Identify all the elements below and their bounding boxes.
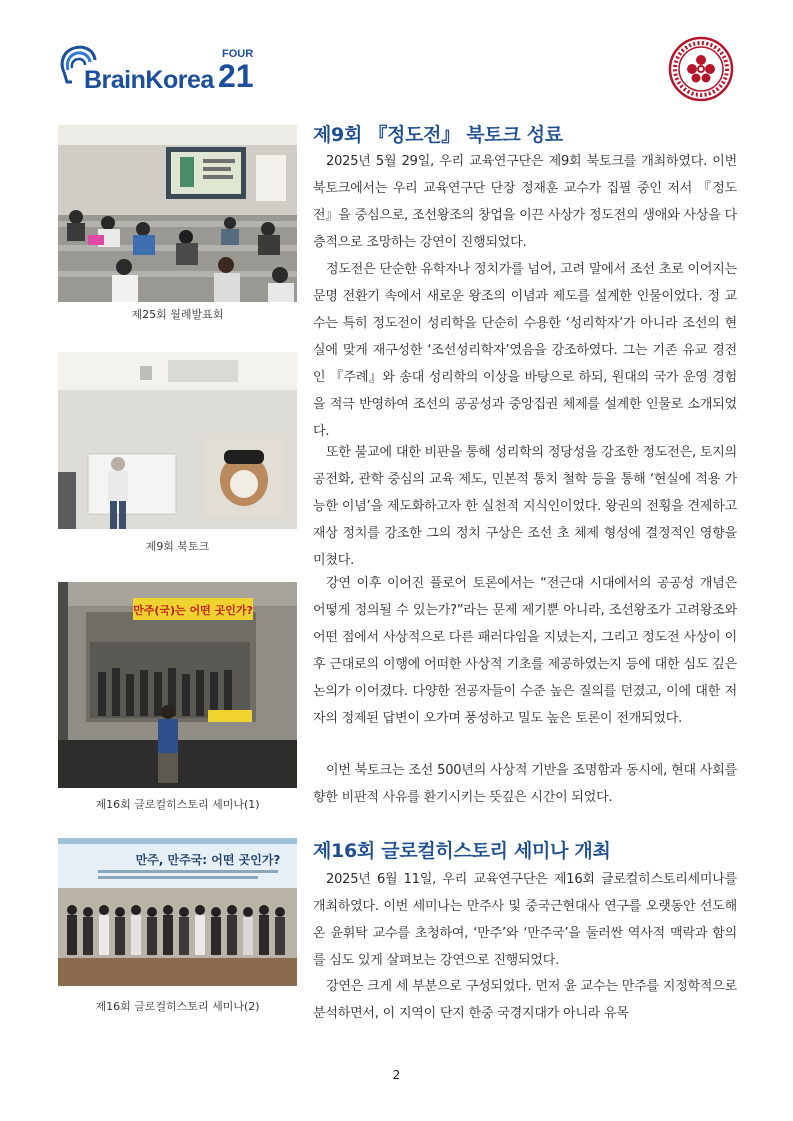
slide-banner-text: 만주(국)는 어떤 곳인가? [133,604,253,617]
article1-paragraph: 강연 이후 이어진 플로어 토론에서는 “전근대 시대에서의 공공성 개념은 어떻게 정의될 수 있는가?”라는 문제 제기뿐 아니라, 조선왕조가 고려왕조와 어떤 점에서 사상적으로 다른 패러다임을 지녔는지, 그리고 정도전 사상이 이후 근대로의 이행에 어떠한 사상적 기초를 제공하였는지 등에 대한 심도 깊은 논의가 이어졌다. 다양한 전공자들이 수준 높은 질의를 던졌고, 이에 대한 저자의 정제된 답변이 오가며 풍성하고 밀도 높은 토론이 전개되었다. [313,576,737,726]
logo-number: 21 [218,58,254,94]
photo-caption: 제16회 글로컬히스토리 세미나(1) [95,798,260,811]
photo-book-talk [58,352,297,529]
photo-monthly-presentation [58,125,297,302]
article1-paragraph: 정도전은 단순한 유학자나 정치가를 넘어, 고려 말에서 조선 초로 이어지는 문명 전환기 속에서 새로운 왕조의 이념과 제도를 설계한 인물이었다. 정 교수는 특히 정도전이 성리학을 단순히 수용한 ‘성리학자’가 아니라 조선의 현실에 맞게 재구성한 ‘조선성리학자’였음을 강조하였다. 그는 기존 유교 경전인 『주례』와 송대 성리학의 이상을 바탕으로 하되, 원대의 국가 운영 경험을 적극 반영하여 조선의 공공성과 중앙집권 체제를 설계한 인물로 소개되었다. [313,262,737,439]
article1-paragraph: 또한 불교에 대한 비판을 통해 성리학의 정당성을 강조한 정도전은, 토지의 공전화, 관학 중심의 교육 제도, 민본적 통치 철학 등을 통해 ‘현실에 적용 가능한 이념’을 제도화하고자 한 실천적 지식인이었다. 왕권의 전횡을 견제하고 재상 정치를 강조한 그의 정치 구상은 조선 초 체제 형성에 결정적인 영향을 미쳤다. [313,445,737,568]
photo-caption: 제16회 글로컬히스토리 세미나(2) [95,1000,260,1013]
banner-title-text: 만주, 만주국: 어떤 곳인가? [135,853,281,867]
photo-caption: 제9회 북토크 [145,540,210,553]
article1-paragraph: 이번 북토크는 조선 500년의 사상적 기반을 조명함과 동시에, 현대 사회를 향한 비판적 사유를 환기시키는 뜻깊은 시간이 되었다. [313,763,737,805]
article1-paragraph: 2025년 5월 29일, 우리 교육연구단은 제9회 북토크를 개최하였다. 이번 북토크에서는 우리 교육연구단 단장 정재훈 교수가 집필 중인 저서 『정도전』을 중심으로, 조선왕조의 창업을 이끈 사상가 정도전의 생애와 사상을 다층적으로 조망하는 강연이 진행되었다. [313,154,737,250]
page-number: 2 [392,1068,401,1082]
article2-title: 제16회 글로컬히스토리 세미나 개최 [313,840,611,862]
photo-caption: 제25회 월례발표회 [131,308,224,321]
brainkorea21-logo [58,42,258,94]
article1-title: 제9회 『정도전』 북토크 성료 [313,124,563,146]
photo-seminar-1 [58,582,297,788]
article2-paragraph: 2025년 6월 11일, 우리 교육연구단은 제16회 글로컬히스토리세미나를 개최하였다. 이번 세미나는 만주사 및 중국근현대사 연구를 오랫동안 선도해 온 윤휘탁 교수를 초청하여, ‘만주’와 ‘만주국’을 둘러싼 역사적 맥락과 함의를 심도 있게 살펴보는 강연으로 진행되었다. [313,872,737,968]
photo-seminar-2 [58,838,297,986]
logo-four: FOUR [222,48,254,60]
university-seal-icon [668,36,734,102]
logo-wordmark: BrainKorea [84,66,214,94]
article2-paragraph: 강연은 크게 세 부분으로 구성되었다. 먼저 윤 교수는 만주를 지정학적으로 분석하면서, 이 지역이 단지 한중 국경지대가 아니라 유목 [313,979,737,1021]
